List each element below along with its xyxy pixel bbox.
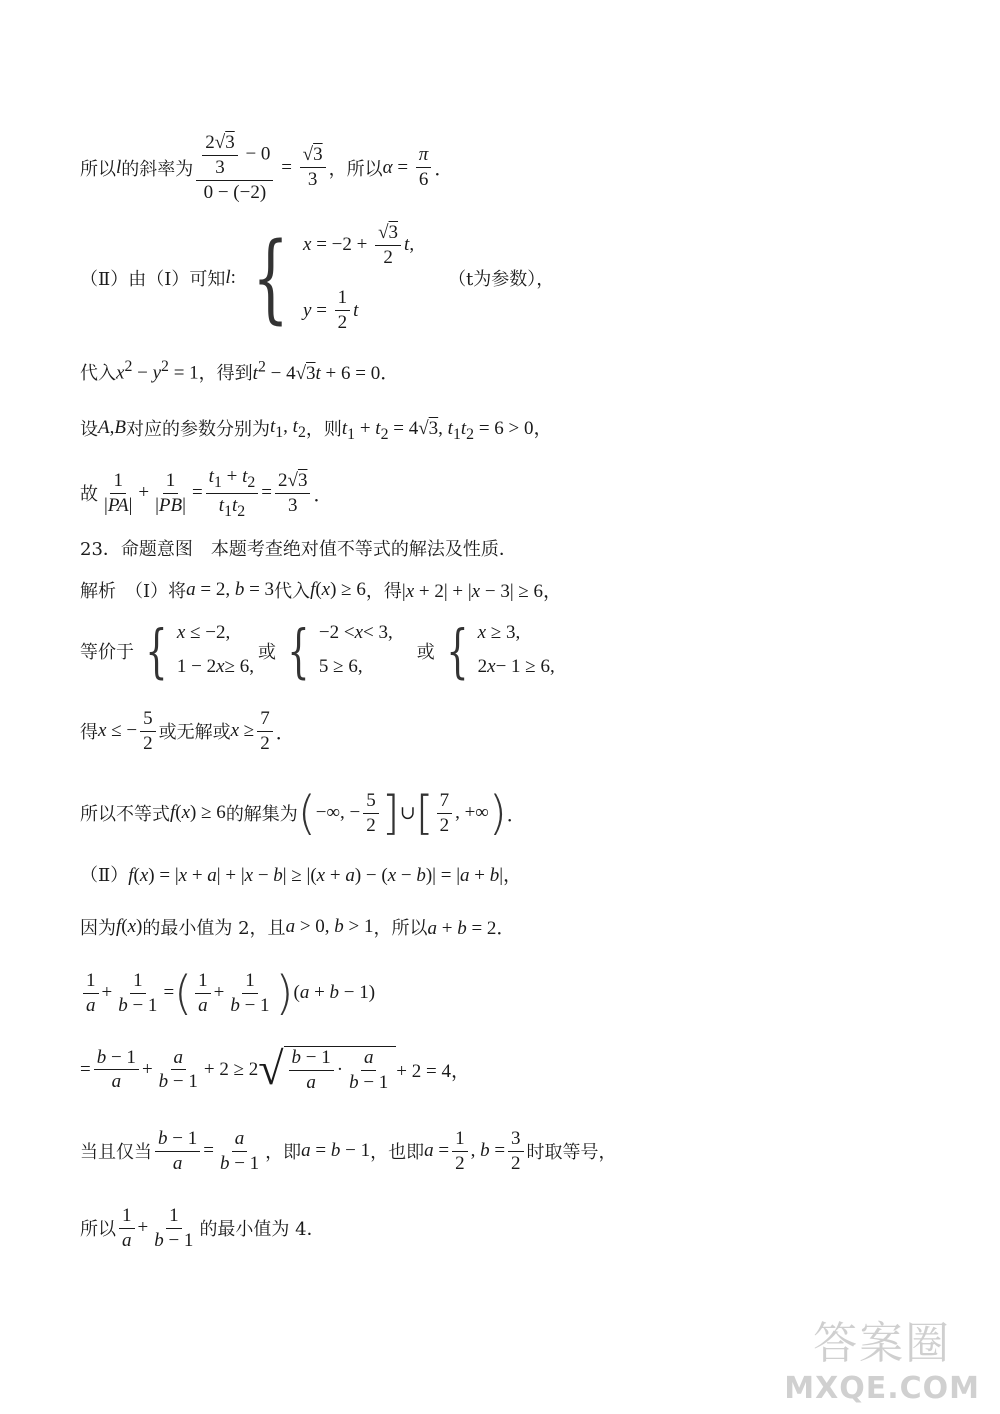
parametric-line: （Ⅱ）由（Ⅰ）可知 l : { x = −2 + $\frac{√3}{2}$ t , y = $\frac{1}{2}$ t （t为参数）， [80,222,555,334]
q23-part2: （Ⅱ） f(x) = |x + a| + |x − b| ≥ |(x + a) − (x − b)| = |a + b|， [80,864,523,886]
min-line: 因为 f(x) 的最小值为 2，且 a > 0, b > 1 ，所以 a + b = 2． [80,915,516,939]
slope-line: 所以 l 的斜率为 $\frac{2√3}{3}$ − 0 0 − (−2) = $\frac{√3}{3}$ ，所以 α = $\frac{\pi}{6}$ ． [80,132,454,203]
slope-fraction: $\frac{2√3}{3}$ − 0 0 − (−2) [196,132,273,204]
watermark-logo: 答案圈 [813,1318,952,1369]
amgm-line: = $\frac{b - 1}{a}$ + $\frac{a}{b - 1}$ + 2 ≥ 2 √ $\frac{b - 1}{a}$ · $\frac{a}{b - 1}$ + 2 = 4， [80,1043,470,1094]
expand-line: $\frac{1}{a}$ + $\frac{1}{b - 1}$ = ( $\frac{1}{a}$ + $\frac{1}{b - 1}$ ) (a + b − 1) [80,966,375,1020]
q23-title: 23．命题意图 本题考查绝对值不等式的解法及性质． [80,539,517,560]
solution-set: 所以不等式 f(x) ≥ 6 的解集为 ( −∞, − $\frac{5}{2}$ ] ∪ [ $\frac{7}{2}$ , +∞ ) ． [80,786,526,840]
parametric-system: { x = −2 + $\frac{√3}{2}$ t , y = $\frac{1}{2}$ t [252,222,415,334]
substitute-line: 代入 $x^2 - y^2 = 1$ ，得到 $t^2 - 4√3t + 6 = 0$． [80,358,400,384]
watermark [784,1307,980,1406]
params-line: 设 A , B 对应的参数分别为 $t_1$, $t_2$ ，则 $t_1 + t_2 = 4√3$, $t_1t_2 = 6 > 0$， [80,415,553,443]
equality-line: 当且仅当 $\frac{b - 1}{a}$ = $\frac{a}{b - 1}$ ，即 a = b − 1 ，也即 a = $\frac{1}{2}$ , b = $\frac{3}{2}$ 时取等号， [80,1128,617,1174]
result-line: 故 $\frac{1}{|PA|}$ + $\frac{1}{|PB|}$ = $\frac{t_1 + t_2}{t_1t_2}$ = $\frac{2√3}{3}$ ． [80,466,333,520]
equivalent-systems: 等价于 { x ≤ −2, 1 − 2 x ≥ 6, 或 { −2 < x < 3, 5 ≥ 6, 或 { x ≥ 3, 2 x − 1 ≥ 6, [80,617,555,685]
q23-part1: 解析 （Ⅰ）将 a = 2, b = 3 代入 f(x) ≥ 6 ，得 |x + 2| + |x − 3| ≥ 6， [80,578,563,602]
watermark-url: MXQE.COM [784,1371,980,1406]
final-line: 所以 $\frac{1}{a}$ + $\frac{1}{b - 1}$ 的最小值为 4． [80,1205,325,1251]
x-result: 得 x ≤ − $\frac{5}{2}$ 或无解或 x ≥ $\frac{7}{2}$ ． [80,708,295,754]
